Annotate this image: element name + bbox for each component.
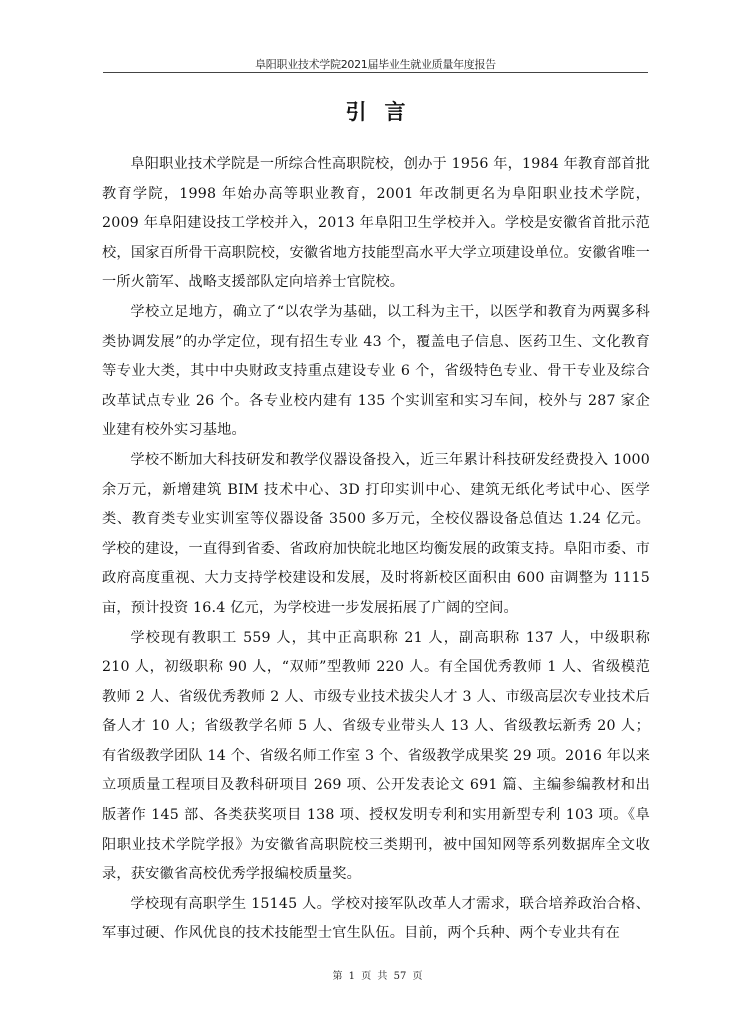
page-title: 引言 (345, 100, 424, 124)
running-header: 阜阳职业技术学院2021届毕业生就业质量年度报告 (255, 58, 496, 71)
body-text (102, 150, 650, 949)
page-number-footer: 第 1 页 共 57 页 (332, 971, 423, 982)
paragraph-students: 学校现有高职学生 15145 人。学校对接军队改革人才需求，联合培养政治合格、军事过硬、作风优良的技术技能型士官生队伍。目前，两个兵种、两个专业共有在 (102, 895, 650, 942)
paragraph-intro: 阜阳职业技术学院是一所综合性高职院校，创办于 1956 年，1984 年教育部首批教育学院，1998 年始办高等职业教育，2001 年改制更名为阜阳职业技术学院，2009 年阜阳建设技工学校并入，2013 年阜阳卫生学校并入。学校是安徽省首批示范校，国家百所骨干高职院校，安徽省地方技能型高水平大学立项建设单位。安徽省唯一一所火箭军、战略支援部队定向培养士官院校。 (102, 156, 650, 291)
paragraph-positioning: 学校立足地方，确立了“以农学为基础，以工科为主干，以医学和教育为两翼多科类协调发展”的办学定位，现有招生专业 43 个，覆盖电子信息、医药卫生、文化教育等专业大类，其中中央财政支持重点建设专业 6 个，省级特色专业、骨干专业及综合改革试点专业 26 个。各专业校内建有 135 个实训室和实习车间，校外与 287 家企业建有校外实习基地。 (102, 303, 650, 439)
paragraph-investment: 学校不断加大科技研发和教学仪器设备投入，近三年累计科技研发经费投入 1000 余万元，新增建筑 BIM 技术中心、3D 打印实训中心、建筑无纸化考试中心、医学类、教育类专业实训室等仪器设备 3500 多万元，全校仪器设备总值达 1.24 亿元。学校的建设，一直得到省委、省政府加快皖北地区均衡发展的政策支持。阜阳市委、市政府高度重视、大力支持学校建设和发展，及时将新校区面积由 600 亩调整为 1115 亩，预计投资 16.4 亿元，为学校进一步发展拓展了广阔的空间。 (102, 451, 650, 616)
paragraph-faculty: 学校现有教职工 559 人，其中正高职称 21 人，副高职称 137 人，中级职称 210 人，初级职称 90 人，“双师”型教师 220 人。有全国优秀教师 1 人、省级模范教师 2 人、省级优秀教师 2 人、市级专业技术拔尖人才 3 人、市级高层次专业技术后备人才 10 人；省级教学名师 5 人、省级专业带头人 13 人、省级教坛新秀 20 人；有省级教学团队 14 个、省级名师工作室 3 个、省级教学成果奖 29 项。2016 年以来立项质量工程项目及教科研项目 269 项、公开发表论文 691 篇、主编参编教材和出版著作 145 部、各类获奖项目 138 项、授权发明专利和实用新型专利 103 项。《阜阳职业技术学院学报》为安徽省高职院校三类期刊，被中国知网等系列数据库全文收录，获安徽省高校优秀学报编校质量奖。 (102, 629, 650, 883)
header-divider (103, 72, 648, 73)
